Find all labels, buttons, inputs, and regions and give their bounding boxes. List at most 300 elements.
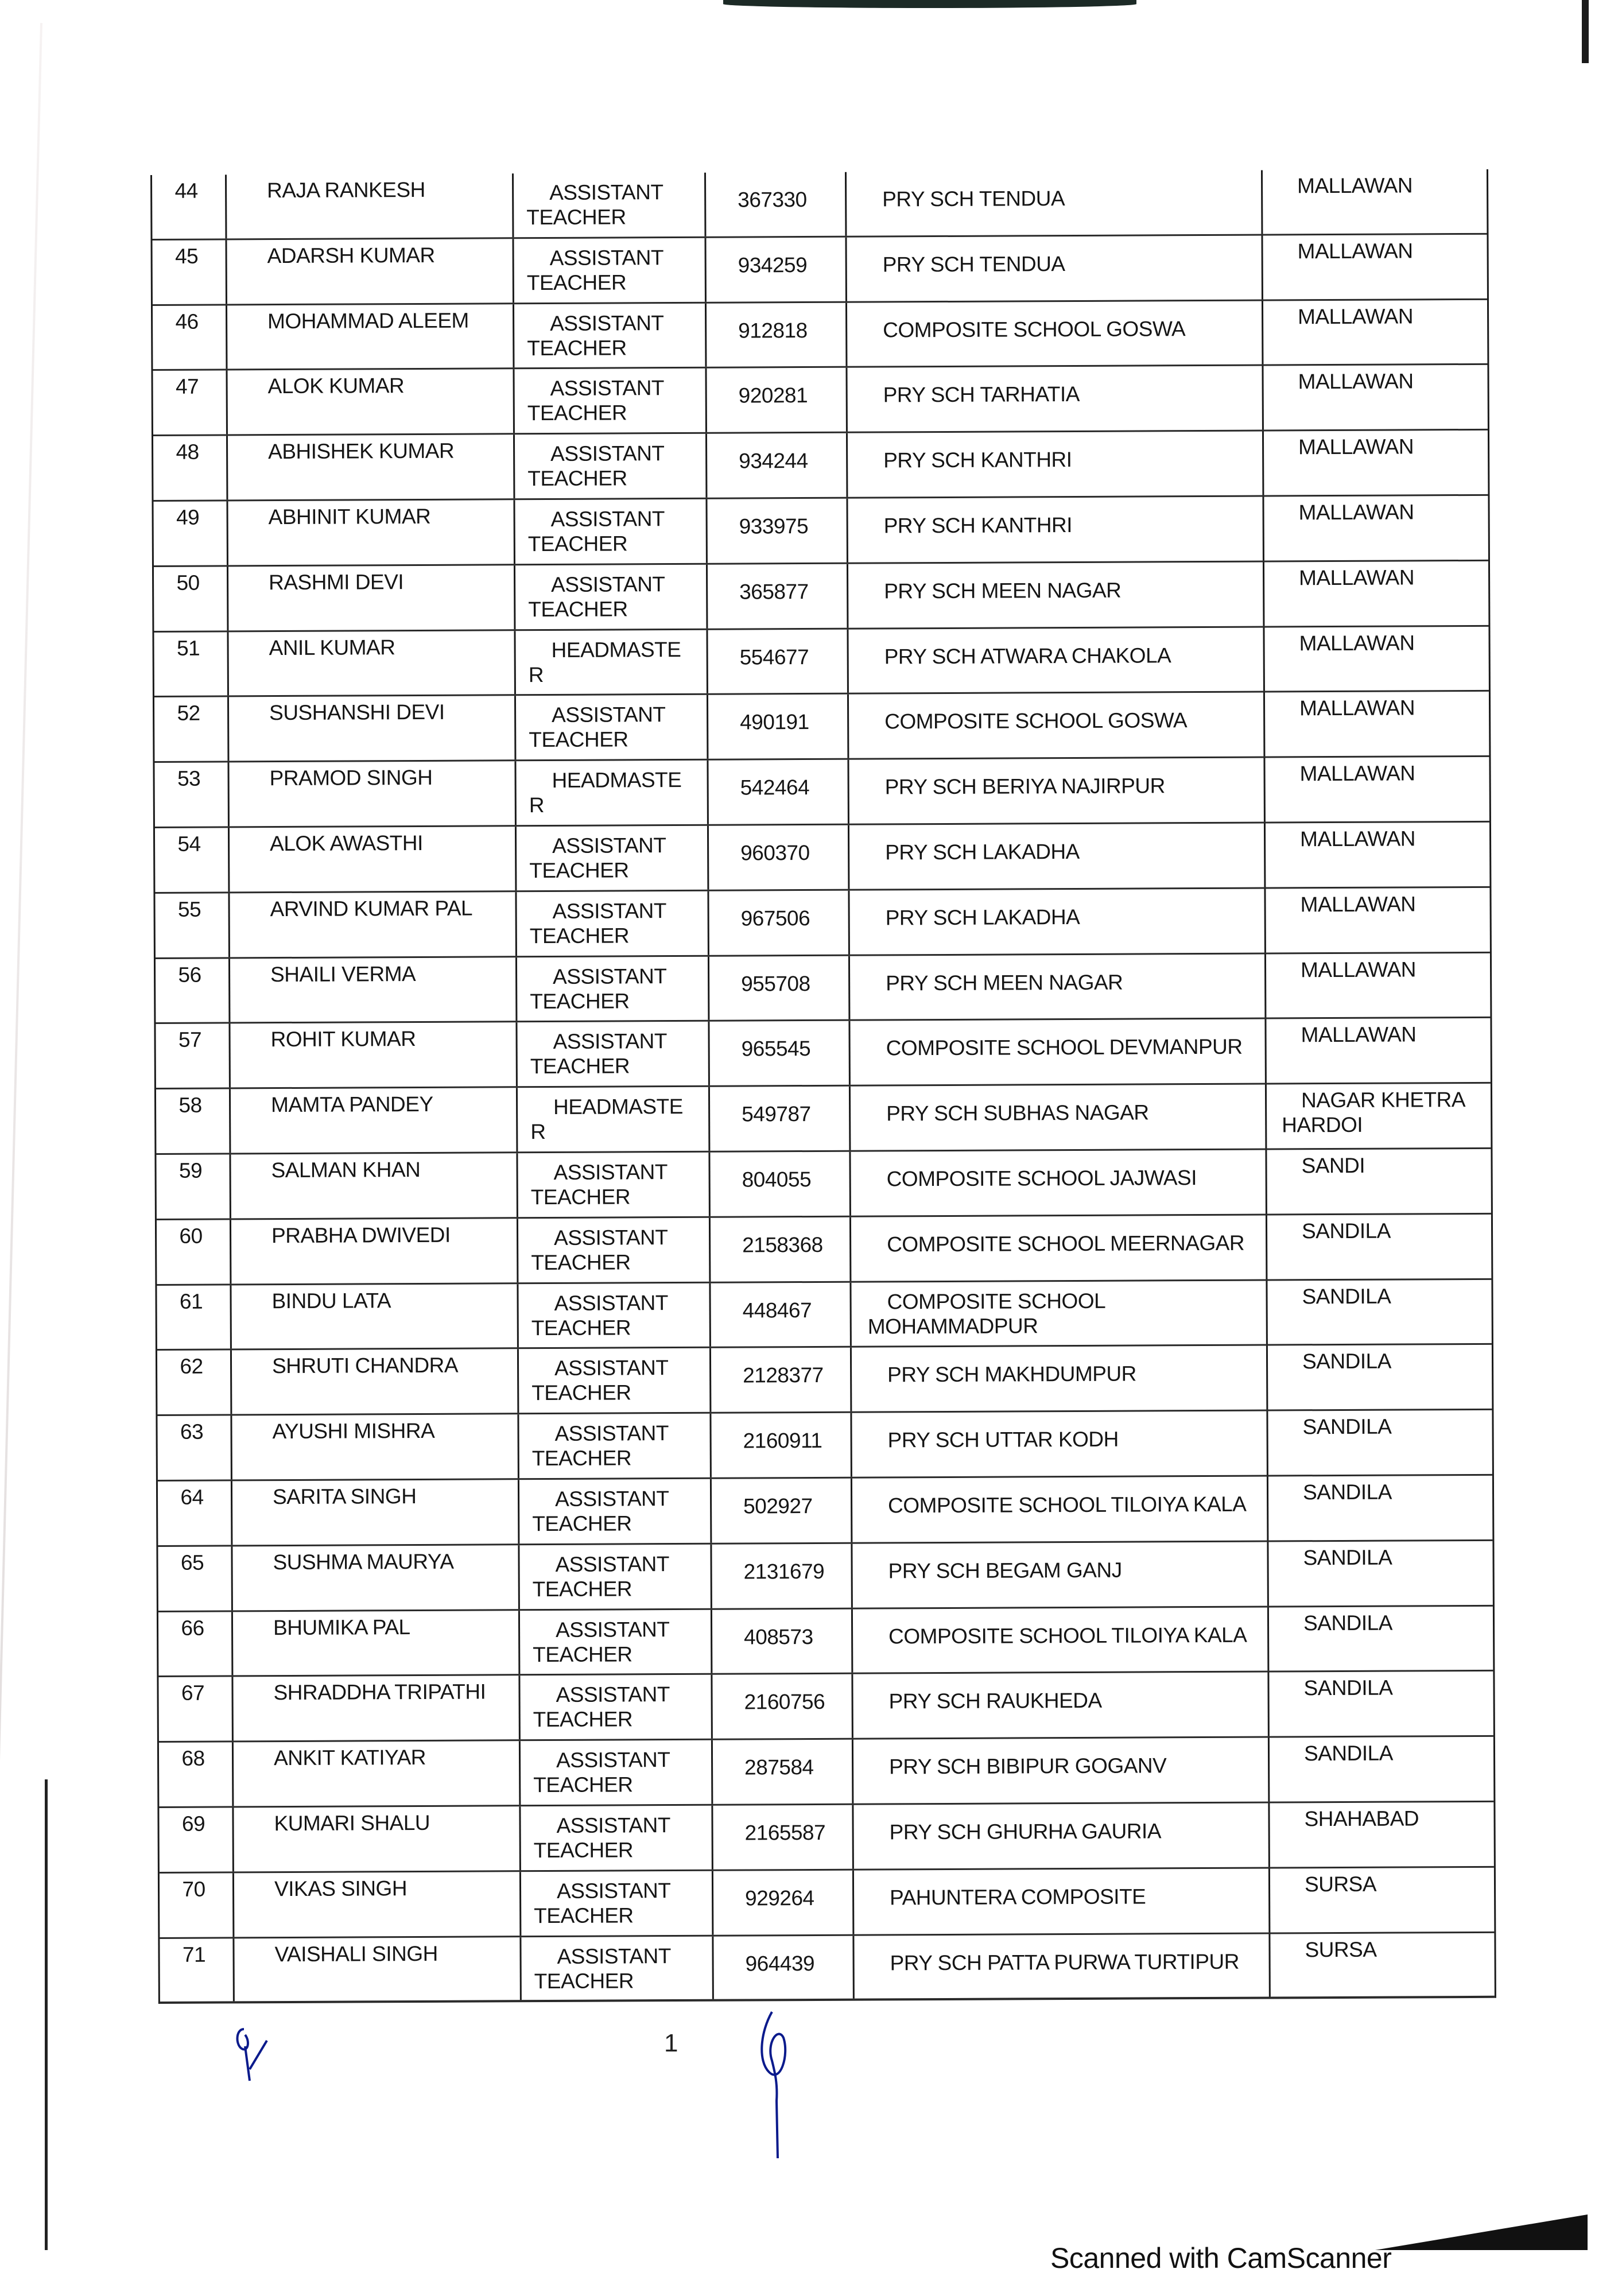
employee-code-cell bbox=[707, 302, 847, 367]
designation-line: ASSISTANT bbox=[549, 245, 664, 270]
teacher-name-cell bbox=[230, 1023, 517, 1088]
block-name-cell bbox=[1264, 430, 1488, 495]
school-name-line: PRY SCH ATWARA CHAKOLA bbox=[884, 643, 1171, 669]
teacher-name: ALOK KUMAR bbox=[267, 374, 405, 398]
block-name-cell bbox=[1269, 1671, 1493, 1736]
school-name-cell bbox=[849, 758, 1265, 824]
serial-number-cell bbox=[160, 1873, 234, 1937]
block-name-line: HARDOI bbox=[1282, 1112, 1363, 1137]
teacher-name-cell bbox=[233, 1611, 520, 1676]
block-name-line: SANDI bbox=[1301, 1153, 1365, 1178]
school-name-line: PRY SCH GHURHA GAURIA bbox=[889, 1819, 1162, 1844]
school-name-line: PRY SCH RAUKHEDA bbox=[888, 1689, 1102, 1713]
employee-code: 933975 bbox=[739, 514, 809, 538]
school-name-cell bbox=[851, 1281, 1267, 1346]
designation-line: TEACHER bbox=[532, 1577, 632, 1601]
school-name-cell bbox=[853, 1803, 1270, 1868]
designation-line: TEACHER bbox=[530, 988, 630, 1013]
table-row bbox=[153, 365, 1487, 436]
employee-code-cell bbox=[708, 695, 849, 759]
designation-cell bbox=[517, 956, 709, 1021]
teacher-name: SHRUTI CHANDRA bbox=[271, 1353, 459, 1378]
employee-code: 490191 bbox=[740, 710, 809, 734]
school-name-cell bbox=[849, 889, 1266, 954]
school-name-cell bbox=[853, 1738, 1270, 1804]
teacher-name-cell bbox=[231, 1153, 518, 1218]
serial-number-cell bbox=[154, 697, 229, 761]
school-name-line: PRY SCH TENDUA bbox=[882, 187, 1065, 211]
block-name-line: SANDILA bbox=[1302, 1349, 1391, 1374]
school-name-line: COMPOSITE SCHOOL GOSWA bbox=[883, 316, 1186, 342]
table-row bbox=[157, 1410, 1492, 1481]
designation-line: R bbox=[530, 1120, 546, 1144]
teacher-name-cell bbox=[230, 827, 517, 891]
teacher-name: BHUMIKA PAL bbox=[273, 1615, 410, 1639]
camscanner-watermark: Scanned with CamScanner bbox=[1050, 2242, 1392, 2274]
designation-line: TEACHER bbox=[529, 924, 630, 948]
school-name-cell bbox=[851, 1150, 1267, 1215]
school-name-cell bbox=[853, 1607, 1269, 1673]
serial-number: 49 bbox=[176, 505, 200, 529]
designation-line: TEACHER bbox=[532, 1511, 632, 1536]
serial-number-cell bbox=[157, 1416, 232, 1480]
school-name-line: PAHUNTERA COMPOSITE bbox=[890, 1884, 1146, 1910]
teacher-name-cell bbox=[228, 631, 515, 696]
school-name-cell bbox=[850, 954, 1266, 1019]
table-row bbox=[156, 1018, 1490, 1089]
designation-line: TEACHER bbox=[531, 1380, 631, 1405]
scan-artifact-corner bbox=[1375, 2214, 1588, 2250]
employee-code-cell bbox=[709, 956, 850, 1020]
teacher-name-cell bbox=[234, 1741, 521, 1806]
school-name-line: PRY SCH LAKADHA bbox=[885, 839, 1080, 864]
block-name-cell bbox=[1267, 1279, 1491, 1344]
serial-number-cell bbox=[155, 828, 230, 891]
designation-line: ASSISTANT bbox=[554, 1356, 669, 1380]
employee-code-cell bbox=[706, 172, 847, 236]
teacher-name: ABHISHEK KUMAR bbox=[268, 439, 455, 464]
serial-number-cell bbox=[159, 1743, 234, 1806]
table-row bbox=[154, 757, 1489, 828]
employee-code: 960370 bbox=[740, 840, 810, 865]
school-name-line: COMPOSITE SCHOOL GOSWA bbox=[884, 708, 1188, 734]
block-name-line: SANDILA bbox=[1302, 1414, 1392, 1439]
block-name-line: MALLAWAN bbox=[1298, 369, 1414, 394]
designation-cell bbox=[515, 565, 708, 629]
block-name-line: SURSA bbox=[1305, 1937, 1377, 1961]
designation-line: ASSISTANT bbox=[554, 1290, 669, 1315]
block-name-cell bbox=[1266, 823, 1489, 887]
designation-cell bbox=[515, 630, 708, 694]
table-row bbox=[158, 1541, 1492, 1612]
designation-line: TEACHER bbox=[534, 1968, 634, 1993]
employee-code-cell bbox=[712, 1674, 853, 1739]
employee-code-cell bbox=[708, 629, 848, 693]
teacher-name: VAISHALI SINGH bbox=[274, 1941, 438, 1966]
block-name-line: SANDILA bbox=[1301, 1219, 1391, 1243]
table-row bbox=[153, 300, 1487, 371]
teacher-name-cell bbox=[227, 304, 514, 369]
school-name-cell bbox=[847, 170, 1263, 236]
serial-number: 56 bbox=[178, 963, 201, 987]
school-name-line: COMPOSITE SCHOOL TILOIYA KALA bbox=[888, 1623, 1247, 1648]
serial-number-cell bbox=[153, 436, 228, 500]
designation-line: TEACHER bbox=[533, 1838, 634, 1863]
employee-code: 554677 bbox=[739, 645, 809, 669]
school-name-cell bbox=[847, 235, 1263, 301]
designation-line: TEACHER bbox=[529, 727, 628, 752]
designation-line: TEACHER bbox=[534, 1903, 634, 1927]
school-name-cell bbox=[851, 1215, 1267, 1281]
serial-number: 69 bbox=[181, 1812, 205, 1836]
school-name-line: PRY SCH TENDUA bbox=[882, 251, 1065, 277]
employee-code: 964439 bbox=[745, 1951, 815, 1976]
serial-number-cell bbox=[158, 1677, 233, 1741]
table-row bbox=[153, 496, 1488, 567]
school-name-line: PRY SCH KANTHRI bbox=[883, 448, 1072, 472]
teacher-name: PRAMOD SINGH bbox=[269, 766, 433, 790]
school-name-line: PRY SCH SUBHAS NAGAR bbox=[886, 1100, 1149, 1126]
school-name-line: PRY SCH BEGAM GANJ bbox=[888, 1558, 1122, 1583]
serial-number-cell bbox=[158, 1612, 233, 1676]
serial-number-cell bbox=[158, 1481, 232, 1545]
block-name-cell bbox=[1263, 365, 1487, 429]
teacher-name-cell bbox=[232, 1480, 519, 1545]
block-name-cell bbox=[1270, 1737, 1493, 1801]
block-name-line: SANDILA bbox=[1302, 1480, 1392, 1504]
serial-number: 66 bbox=[181, 1616, 204, 1640]
employee-code-cell bbox=[711, 1282, 851, 1347]
teacher-name-cell bbox=[229, 696, 516, 761]
employee-code-cell bbox=[709, 890, 849, 955]
designation-line: ASSISTANT bbox=[553, 1160, 668, 1184]
teacher-name-cell bbox=[227, 370, 514, 435]
designation-line: ASSISTANT bbox=[553, 1225, 668, 1250]
table-row bbox=[152, 169, 1487, 241]
designation-line: TEACHER bbox=[527, 401, 627, 425]
block-name-line: MALLAWAN bbox=[1299, 761, 1415, 786]
scan-artifact-top bbox=[723, 0, 1136, 8]
designation-line: ASSISTANT bbox=[552, 833, 666, 858]
designation-cell bbox=[514, 369, 707, 433]
employee-code-cell bbox=[713, 1936, 854, 1999]
designation-line: TEACHER bbox=[527, 466, 627, 491]
block-name-line: MALLAWAN bbox=[1298, 565, 1415, 590]
employee-code: 448467 bbox=[742, 1298, 812, 1322]
block-name-line: SANDILA bbox=[1303, 1741, 1393, 1766]
teacher-name: PRABHA DWIVEDI bbox=[271, 1223, 451, 1247]
block-name-cell bbox=[1267, 1215, 1491, 1279]
school-name-line: MOHAMMADPUR bbox=[867, 1313, 1038, 1339]
block-name-line: NAGAR KHETRA bbox=[1301, 1088, 1466, 1112]
designation-line: TEACHER bbox=[529, 858, 629, 883]
employee-code-cell bbox=[712, 1543, 852, 1608]
table-row bbox=[157, 1345, 1492, 1416]
serial-number-cell bbox=[152, 240, 227, 304]
teacher-name: AYUSHI MISHRA bbox=[272, 1419, 435, 1444]
school-name-cell bbox=[847, 301, 1263, 366]
teacher-name: RASHMI DEVI bbox=[269, 569, 404, 594]
teacher-name-cell bbox=[228, 435, 515, 499]
designation-line: ASSISTANT bbox=[550, 376, 665, 401]
block-name-line: MALLAWAN bbox=[1300, 957, 1417, 982]
table-row bbox=[159, 1737, 1493, 1808]
teacher-name-cell bbox=[229, 761, 516, 826]
teacher-name: VIKAS SINGH bbox=[274, 1876, 408, 1901]
employee-code: 367330 bbox=[738, 188, 807, 212]
serial-number-cell bbox=[155, 893, 230, 957]
block-name-line: SANDILA bbox=[1303, 1545, 1392, 1569]
block-name-cell bbox=[1270, 1802, 1493, 1867]
employee-code: 542464 bbox=[740, 775, 810, 800]
table-row bbox=[157, 1279, 1491, 1351]
table-row bbox=[158, 1476, 1492, 1547]
serial-number: 48 bbox=[176, 440, 199, 464]
employee-code-cell bbox=[712, 1479, 852, 1543]
table-row bbox=[158, 1671, 1493, 1743]
school-name-line: PRY SCH TARHATIA bbox=[883, 382, 1080, 407]
employee-code-cell bbox=[713, 1805, 853, 1870]
designation-cell bbox=[514, 238, 706, 302]
block-name-line: MALLAWAN bbox=[1301, 1022, 1417, 1047]
teacher-name: ADARSH KUMAR bbox=[267, 243, 435, 267]
teacher-name-cell bbox=[231, 1284, 518, 1349]
school-name-cell bbox=[852, 1476, 1268, 1542]
serial-number: 65 bbox=[180, 1550, 204, 1574]
employee-code-cell bbox=[710, 1152, 851, 1216]
teacher-name: RAJA RANKESH bbox=[267, 177, 425, 203]
block-name-cell bbox=[1263, 169, 1487, 234]
serial-number-cell bbox=[157, 1220, 231, 1283]
designation-line: TEACHER bbox=[526, 205, 626, 230]
employee-code-cell bbox=[706, 238, 847, 302]
school-name-cell bbox=[853, 1673, 1269, 1738]
serial-number-cell bbox=[152, 174, 227, 238]
teacher-name-cell bbox=[234, 1872, 521, 1937]
designation-cell bbox=[518, 1153, 710, 1217]
designation-cell bbox=[515, 434, 707, 498]
designation-cell bbox=[514, 303, 707, 367]
serial-number: 52 bbox=[177, 701, 200, 726]
serial-number: 57 bbox=[178, 1027, 202, 1052]
serial-number-cell bbox=[156, 1089, 231, 1153]
serial-number: 63 bbox=[180, 1420, 204, 1444]
employee-code-cell bbox=[709, 1021, 850, 1085]
designation-cell bbox=[515, 499, 707, 564]
employee-code: 804055 bbox=[742, 1167, 812, 1192]
teacher-name: ROHIT KUMAR bbox=[270, 1027, 416, 1052]
serial-number-cell bbox=[154, 763, 229, 827]
serial-number: 71 bbox=[182, 1942, 206, 1967]
teacher-name: SUSHMA MAURYA bbox=[273, 1549, 454, 1574]
teacher-name-cell bbox=[232, 1349, 519, 1414]
block-name-line: MALLAWAN bbox=[1298, 304, 1414, 328]
designation-cell bbox=[514, 173, 706, 237]
block-name-line: MALLAWAN bbox=[1299, 696, 1415, 720]
block-name-line: SANDILA bbox=[1303, 1611, 1392, 1635]
serial-number-cell bbox=[154, 567, 228, 630]
serial-number-cell bbox=[157, 1351, 232, 1414]
designation-cell bbox=[517, 826, 709, 890]
school-name-cell bbox=[848, 562, 1264, 627]
teacher-name-cell bbox=[232, 1414, 519, 1479]
designation-line: ASSISTANT bbox=[551, 572, 665, 596]
designation-line: TEACHER bbox=[533, 1642, 632, 1666]
serial-number: 68 bbox=[181, 1746, 205, 1770]
employee-code-cell bbox=[710, 1087, 851, 1151]
designation-line: TEACHER bbox=[530, 1054, 630, 1079]
block-name-line: SANDILA bbox=[1303, 1676, 1393, 1700]
table-row bbox=[156, 1149, 1491, 1220]
employee-code: 2128377 bbox=[743, 1363, 824, 1387]
designation-line: ASSISTANT bbox=[555, 1552, 670, 1576]
employee-code: 2131679 bbox=[743, 1559, 825, 1584]
page-number: 1 bbox=[664, 2029, 678, 2057]
employee-code: 408573 bbox=[744, 1624, 813, 1649]
serial-number: 62 bbox=[180, 1354, 203, 1379]
school-name-cell bbox=[848, 432, 1264, 497]
designation-line: TEACHER bbox=[533, 1707, 633, 1732]
serial-number: 44 bbox=[174, 179, 198, 203]
employee-code: 934244 bbox=[739, 449, 808, 473]
block-name-cell bbox=[1267, 1084, 1491, 1148]
block-name-cell bbox=[1266, 888, 1489, 952]
teacher-name: ARVIND KUMAR PAL bbox=[270, 896, 473, 921]
block-name-line: MALLAWAN bbox=[1300, 892, 1416, 917]
designation-line: ASSISTANT bbox=[556, 1748, 670, 1773]
employee-code-cell bbox=[711, 1348, 852, 1412]
employee-code: 929264 bbox=[745, 1886, 814, 1910]
employee-code: 967506 bbox=[740, 906, 810, 930]
serial-number-cell bbox=[156, 959, 230, 1022]
table-row bbox=[154, 692, 1489, 763]
designation-cell bbox=[518, 1218, 711, 1282]
block-name-line: MALLAWAN bbox=[1299, 630, 1415, 655]
block-name-cell bbox=[1268, 1541, 1492, 1605]
table-row bbox=[159, 1802, 1493, 1874]
designation-line: R bbox=[528, 662, 544, 687]
designation-cell bbox=[521, 1740, 713, 1805]
school-name-line: PRY SCH UTTAR KODH bbox=[887, 1427, 1119, 1452]
serial-number-cell bbox=[153, 371, 227, 435]
teacher-name: ANIL KUMAR bbox=[269, 635, 395, 660]
designation-line: ASSISTANT bbox=[553, 1029, 668, 1054]
employee-code: 287584 bbox=[744, 1755, 814, 1779]
table-row bbox=[160, 1868, 1494, 1939]
school-name-cell bbox=[849, 824, 1266, 889]
employee-code-cell bbox=[708, 760, 849, 824]
block-name-line: SURSA bbox=[1304, 1872, 1377, 1896]
serial-number: 46 bbox=[175, 309, 199, 333]
employee-code: 912818 bbox=[738, 318, 808, 343]
employee-code-cell bbox=[711, 1413, 852, 1477]
teacher-name: BINDU LATA bbox=[271, 1288, 391, 1313]
designation-line: ASSISTANT bbox=[556, 1682, 670, 1707]
designation-line: ASSISTANT bbox=[549, 180, 663, 204]
designation-line: TEACHER bbox=[528, 597, 628, 621]
designation-line: ASSISTANT bbox=[550, 507, 665, 531]
teacher-name-cell bbox=[234, 1937, 521, 2002]
teacher-name: SUSHANSHI DEVI bbox=[269, 700, 445, 725]
teacher-list-table bbox=[150, 169, 1496, 2004]
teacher-name: MOHAMMAD ALEEM bbox=[267, 308, 469, 333]
school-name-cell bbox=[851, 1085, 1267, 1150]
handwritten-initial-left bbox=[232, 2023, 284, 2086]
designation-line: TEACHER bbox=[527, 335, 627, 360]
teacher-name: ABHINIT KUMAR bbox=[268, 504, 431, 529]
teacher-name-cell bbox=[234, 1806, 521, 1871]
school-name-cell bbox=[854, 1868, 1270, 1934]
block-name-line: SHAHABAD bbox=[1304, 1806, 1419, 1831]
serial-number: 55 bbox=[177, 897, 201, 921]
block-name-cell bbox=[1266, 1018, 1490, 1083]
serial-number-cell bbox=[153, 501, 228, 565]
designation-cell bbox=[521, 1806, 713, 1870]
serial-number: 64 bbox=[180, 1485, 204, 1509]
serial-number-cell bbox=[154, 632, 228, 696]
designation-line: ASSISTANT bbox=[554, 1487, 669, 1511]
teacher-name: ANKIT KATIYAR bbox=[273, 1746, 426, 1770]
employee-code: 2160756 bbox=[744, 1690, 825, 1714]
block-name-cell bbox=[1263, 300, 1487, 364]
employee-code: 934259 bbox=[738, 253, 808, 277]
serial-number-cell bbox=[157, 1285, 231, 1349]
serial-number: 59 bbox=[179, 1158, 203, 1182]
block-name-cell bbox=[1269, 1606, 1493, 1670]
serial-number: 67 bbox=[181, 1681, 205, 1705]
serial-number-cell bbox=[153, 305, 227, 369]
table-row bbox=[152, 235, 1487, 306]
employee-code: 2165587 bbox=[744, 1820, 826, 1845]
designation-line: ASSISTANT bbox=[550, 441, 665, 466]
table-row bbox=[154, 561, 1488, 633]
teacher-name: MAMTA PANDEY bbox=[270, 1092, 433, 1117]
designation-cell bbox=[519, 1544, 712, 1608]
teacher-name-cell bbox=[231, 1088, 518, 1153]
block-name-cell bbox=[1268, 1345, 1492, 1409]
designation-line: TEACHER bbox=[531, 1315, 631, 1340]
teacher-name: ALOK AWASTHI bbox=[269, 831, 423, 856]
designation-line: TEACHER bbox=[531, 1446, 632, 1471]
designation-cell bbox=[518, 1283, 711, 1347]
serial-number-cell bbox=[156, 1154, 231, 1218]
serial-number: 50 bbox=[176, 571, 200, 595]
school-name-line: COMPOSITE SCHOOL TILOIYA KALA bbox=[888, 1492, 1247, 1518]
school-name-cell bbox=[849, 693, 1265, 758]
school-name-line: COMPOSITE SCHOOL bbox=[887, 1289, 1106, 1313]
designation-line: ASSISTANT bbox=[550, 311, 664, 335]
designation-line: ASSISTANT bbox=[552, 898, 667, 923]
designation-cell bbox=[516, 761, 708, 825]
designation-cell bbox=[521, 1871, 713, 1935]
employee-code: 502927 bbox=[743, 1494, 813, 1518]
designation-cell bbox=[519, 1348, 711, 1413]
school-name-line: PRY SCH LAKADHA bbox=[885, 905, 1080, 930]
designation-line: R bbox=[529, 793, 545, 817]
school-name-line: COMPOSITE SCHOOL JAJWASI bbox=[886, 1166, 1197, 1191]
designation-cell bbox=[519, 1479, 712, 1543]
table-row bbox=[154, 626, 1488, 697]
block-name-cell bbox=[1265, 757, 1489, 821]
school-name-cell bbox=[848, 497, 1264, 563]
teacher-name: KUMARI SHALU bbox=[274, 1810, 430, 1836]
designation-line: ASSISTANT bbox=[554, 1421, 669, 1446]
serial-number-cell bbox=[159, 1808, 234, 1871]
school-name-line: PRY SCH MEEN NAGAR bbox=[884, 578, 1122, 603]
designation-cell bbox=[517, 1022, 709, 1086]
employee-code-cell bbox=[711, 1217, 851, 1281]
block-name-cell bbox=[1264, 561, 1488, 626]
